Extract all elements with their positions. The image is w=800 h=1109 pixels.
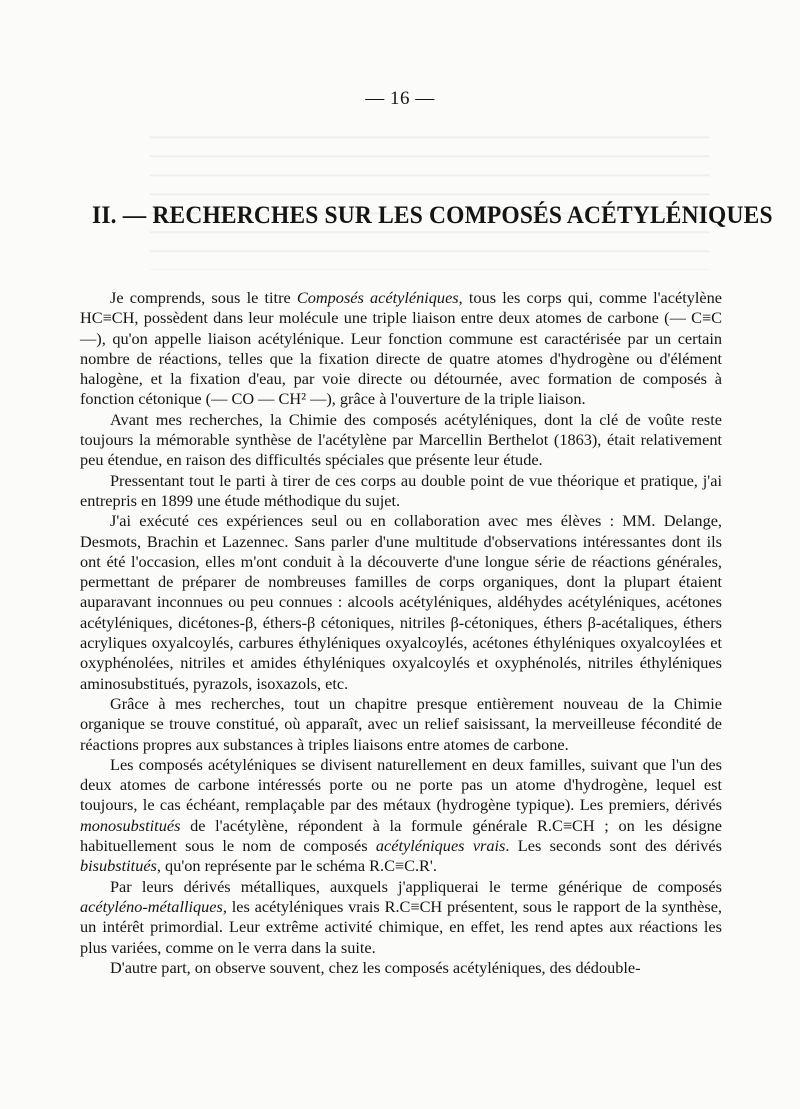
paragraph: Par leurs dérivés métalliques, auxquels j'appliquerai le terme générique de composés acétyléno-métalliques, les acétyléniques vrais R.C≡CH présentent, sous le rapport de la synthèse, un intérêt primordial. Leur extrême activité chimique, en effet, les rend aptes aux réactions les plus variées, comme on le verra dans la suite. xyxy=(80,876,722,957)
paragraph: J'ai exécuté ces expériences seul ou en collaboration avec mes élèves : MM. Delange, Desmots, Brachin et Lazennec. Sans parler d'une multitude d'observations intéressantes dont ils ont été l'occasion, elles m'ont conduit à la découverte d'une longue série de réactions générales, permettant de préparer de nombreuses familles de corps organiques, dont la plupart étaient auparavant inconnues ou peu connues : alcools acétyléniques, aldéhydes acétyléniques, acétones acétyléniques, dicétones-β, éthers-β cétoniques, nitriles β-cétoniques, éthers β-acétaliques, éthers acryliques oxyalcoylés, carbures éthyléniques oxyalcoylés, acétones éthyléniques oxyalcoylées et oxyphénolées, nitriles et amides éthyléniques oxyalcoylés et oxyphénolés, nitriles éthyléniques aminosubstitués, pyrazols, isoxazols, etc. xyxy=(80,511,722,693)
bleed-through-texture xyxy=(150,120,710,270)
paragraph: D'autre part, on observe souvent, chez les composés acétyléniques, des dédouble- xyxy=(110,957,641,977)
italic-term: acétyléniques vrais xyxy=(375,836,506,856)
body-text xyxy=(80,288,722,978)
section-title: II. — RECHERCHES SUR LES COMPOSÉS ACÉTYLÉNIQUES xyxy=(92,200,773,229)
italic-term: acétyléno-métalliques xyxy=(80,896,223,916)
paragraph: Pressentant tout le parti à tirer de ces corps au double point de vue théorique et pratique, j'ai entrepris en 1899 une étude méthodique du sujet. xyxy=(80,470,722,510)
paragraph: Je comprends, sous le titre Composés acétyléniques, tous les corps qui, comme l'acétylène HC≡CH, possèdent dans leur molécule une triple liaison entre deux atomes de carbone (— C≡C —), qu'on appelle liaison acétylénique. Leur fonction commune est caractérisée par un certain nombre de réactions, telles que la fixation directe de quatre atomes d'hydrogène ou d'élément halogène, et la fixation d'eau, par voie directe ou détournée, avec formation de composés à fonction cétonique (— CO — CH² —), grâce à l'ouverture de la triple liaison. xyxy=(80,288,723,409)
paragraph: Les composés acétyléniques se divisent naturellement en deux familles, suivant que l'un des deux atomes de carbone intéressés porte ou ne porte pas un atome d'hydrogène, lequel est toujours, le cas échéant, remplaçable par des métaux (hydrogène typique). Les premiers, dérivés monosubstitués de l'acétylène, répondent à la formule générale R.C≡CH ; on les désigne habituellement sous le nom de composés acétyléniques vrais. Les seconds sont des dérivés bisubstitués, qu'on représente par le schéma R.C≡C.R'. xyxy=(80,754,722,876)
paragraph: Grâce à mes recherches, tout un chapitre presque entièrement nouveau de la Chimie organique se trouve constitué, où apparaît, avec un relief saisissant, la merveilleuse fécondité de réactions propres aux substances à triples liaisons entre atomes de carbone. xyxy=(80,693,722,754)
italic-term: bisubstitués xyxy=(80,856,157,876)
italic-term: Composés acétyléniques xyxy=(296,288,459,307)
paragraph: Avant mes recherches, la Chimie des composés acétyléniques, dont la clé de voûte reste toujours la mémorable synthèse de l'acétylène par Marcellin Berthelot (1863), était relativement peu étendue, en raison des difficultés spéciales que présente leur étude. xyxy=(80,409,722,470)
italic-term: monosubstitués xyxy=(80,815,181,835)
page-number: — 16 — xyxy=(365,88,435,109)
